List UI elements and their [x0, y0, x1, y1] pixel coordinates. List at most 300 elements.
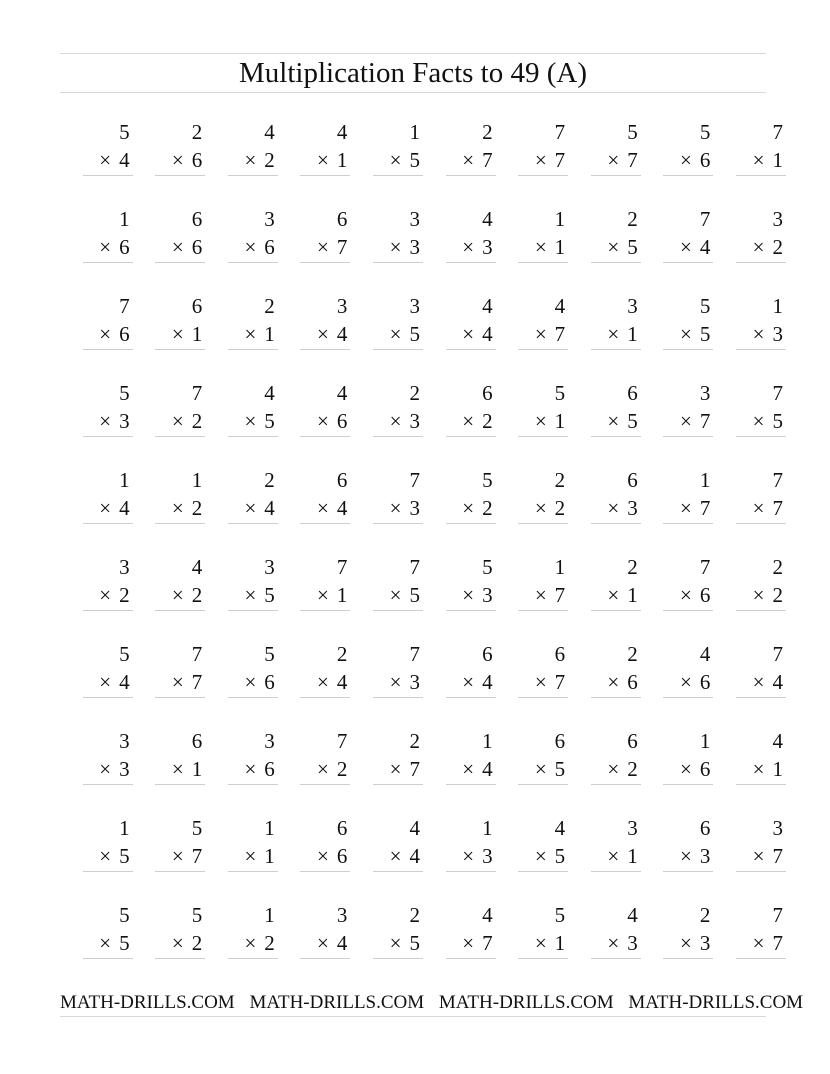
multiplier-line [244, 931, 274, 955]
times-sign: × [99, 322, 112, 346]
times-sign: × [607, 931, 620, 955]
problem-row [60, 810, 783, 897]
problem-row [60, 897, 783, 984]
multiplier: 6 [699, 670, 711, 694]
times-sign: × [680, 235, 692, 259]
multiplier-line [607, 670, 637, 694]
times-sign: × [389, 409, 402, 433]
times-sign: × [389, 844, 402, 868]
problem-row [60, 288, 783, 375]
multiplicand: 3 [264, 729, 275, 753]
problem [641, 636, 714, 723]
multiplicand: 4 [482, 903, 493, 927]
answer-line [228, 349, 278, 350]
answer-line [446, 871, 496, 872]
multiplier-line [390, 496, 420, 520]
multiplier: 2 [772, 235, 783, 259]
multiplier-line [535, 496, 565, 520]
multiplier: 1 [336, 583, 348, 607]
times-sign: × [317, 496, 329, 520]
times-sign: × [99, 496, 112, 520]
multiplier: 7 [482, 931, 493, 955]
multiplicand: 3 [772, 207, 783, 231]
multiplier: 3 [627, 931, 638, 955]
times-sign: × [317, 844, 329, 868]
answer-line [300, 697, 350, 698]
times-sign: × [171, 322, 184, 346]
answer-line [518, 697, 568, 698]
multiplier-line [99, 235, 129, 259]
multiplicand: 6 [336, 468, 348, 492]
times-sign: × [171, 235, 184, 259]
multiplier: 7 [772, 496, 783, 520]
problem [60, 897, 133, 984]
answer-line [446, 610, 496, 611]
multiplier-line [607, 148, 637, 172]
answer-line [228, 523, 278, 524]
multiplicand: 7 [772, 642, 783, 666]
times-sign: × [317, 670, 329, 694]
problem [205, 723, 278, 810]
times-sign: × [317, 409, 329, 433]
times-sign: × [171, 931, 184, 955]
problem [278, 462, 351, 549]
multiplicand: 1 [409, 120, 420, 144]
multiplier-line [535, 148, 565, 172]
multiplier-line [753, 583, 783, 607]
multiplier-line [753, 409, 783, 433]
multiplicand: 2 [409, 729, 420, 753]
times-sign: × [607, 496, 620, 520]
problem [133, 810, 206, 897]
answer-line [591, 349, 641, 350]
multiplicand: 6 [627, 729, 638, 753]
multiplicand: 1 [772, 294, 783, 318]
times-sign: × [607, 322, 620, 346]
problem-row [60, 375, 783, 462]
problem [713, 723, 786, 810]
times-sign: × [244, 496, 257, 520]
answer-line [373, 262, 423, 263]
multiplicand: 4 [336, 381, 348, 405]
multiplicand: 5 [627, 120, 638, 144]
multiplicand: 4 [554, 816, 566, 840]
answer-line [736, 958, 786, 959]
multiplicand: 2 [627, 555, 638, 579]
multiplicand: 4 [482, 294, 493, 318]
problem [350, 114, 423, 201]
answer-line [446, 436, 496, 437]
problem [60, 375, 133, 462]
times-sign: × [462, 844, 475, 868]
times-sign: × [244, 148, 257, 172]
answer-line [155, 610, 205, 611]
multiplier-line [317, 583, 347, 607]
problem [278, 636, 351, 723]
problem [278, 810, 351, 897]
problem [60, 462, 133, 549]
answer-line [155, 871, 205, 872]
multiplier: 2 [264, 148, 275, 172]
problem [641, 201, 714, 288]
multiplier-line [390, 409, 420, 433]
multiplier: 2 [264, 931, 275, 955]
multiplier-line [244, 322, 274, 346]
problem [713, 375, 786, 462]
multiplier: 3 [699, 844, 711, 868]
multiplier: 4 [336, 931, 348, 955]
multiplier: 1 [264, 322, 275, 346]
multiplier-line [680, 757, 710, 781]
multiplier-line [390, 235, 420, 259]
problem [133, 723, 206, 810]
problem [496, 201, 569, 288]
problem [641, 810, 714, 897]
multiplicand: 4 [554, 294, 566, 318]
multiplier-line [172, 670, 202, 694]
times-sign: × [462, 931, 475, 955]
multiplicand: 3 [119, 729, 130, 753]
multiplier-line [462, 583, 492, 607]
multiplicand: 1 [119, 816, 130, 840]
answer-line [83, 175, 133, 176]
multiplier-line [99, 844, 129, 868]
multiplicand: 7 [119, 294, 130, 318]
problem [60, 549, 133, 636]
multiplier-line [317, 757, 347, 781]
multiplier-line [607, 496, 637, 520]
problem [60, 723, 133, 810]
problem [496, 114, 569, 201]
times-sign: × [99, 409, 112, 433]
multiplier: 5 [627, 409, 638, 433]
multiplier-line [317, 409, 347, 433]
problem [133, 897, 206, 984]
times-sign: × [607, 148, 620, 172]
footer-brand: MATH-DRILLS.COM [438, 992, 614, 1013]
problem [496, 897, 569, 984]
problem [641, 549, 714, 636]
multiplier-line [99, 496, 129, 520]
problem [205, 462, 278, 549]
multiplier-line [99, 322, 129, 346]
multiplicand: 6 [699, 816, 711, 840]
multiplier-line [390, 322, 420, 346]
multiplier-line [317, 148, 347, 172]
times-sign: × [462, 670, 475, 694]
problem [278, 549, 351, 636]
problem [205, 288, 278, 375]
answer-line [155, 436, 205, 437]
multiplier: 7 [554, 322, 566, 346]
problem [496, 723, 569, 810]
multiplier: 6 [119, 322, 130, 346]
multiplier-line [462, 757, 492, 781]
problem [713, 636, 786, 723]
problem [641, 375, 714, 462]
problem [713, 549, 786, 636]
multiplier-line [753, 322, 783, 346]
multiplier: 1 [554, 409, 566, 433]
multiplier-line [607, 322, 637, 346]
times-sign: × [534, 931, 547, 955]
answer-line [446, 175, 496, 176]
problem [423, 462, 496, 549]
times-sign: × [680, 322, 692, 346]
multiplier-line [753, 235, 783, 259]
multiplier: 2 [119, 583, 130, 607]
times-sign: × [389, 670, 402, 694]
times-sign: × [244, 583, 257, 607]
multiplier-line [99, 757, 129, 781]
times-sign: × [389, 757, 402, 781]
multiplier-line [535, 931, 565, 955]
times-sign: × [317, 148, 329, 172]
multiplicand: 7 [554, 120, 566, 144]
multiplicand: 1 [119, 207, 130, 231]
problem [496, 549, 569, 636]
problem [568, 201, 641, 288]
problem-row [60, 114, 783, 201]
multiplicand: 7 [409, 642, 420, 666]
multiplier: 1 [191, 757, 203, 781]
answer-line [663, 958, 713, 959]
answer-line [300, 523, 350, 524]
multiplier: 4 [772, 670, 783, 694]
multiplier: 5 [409, 583, 420, 607]
multiplier: 5 [119, 844, 130, 868]
times-sign: × [389, 322, 402, 346]
answer-line [518, 784, 568, 785]
problem-row [60, 636, 783, 723]
times-sign: × [244, 844, 257, 868]
answer-line [300, 784, 350, 785]
answer-line [591, 262, 641, 263]
multiplicand: 4 [482, 207, 493, 231]
multiplier-line [753, 670, 783, 694]
problem [568, 636, 641, 723]
answer-line [736, 262, 786, 263]
multiplier-line [607, 583, 637, 607]
answer-line [228, 958, 278, 959]
multiplicand: 1 [554, 555, 566, 579]
times-sign: × [244, 670, 257, 694]
multiplier: 5 [699, 322, 711, 346]
problem [496, 375, 569, 462]
problem [278, 288, 351, 375]
answer-line [663, 784, 713, 785]
multiplier: 2 [191, 583, 203, 607]
multiplier-line [462, 496, 492, 520]
answer-line [518, 436, 568, 437]
problem [133, 636, 206, 723]
times-sign: × [534, 409, 547, 433]
multiplicand: 1 [191, 468, 203, 492]
multiplier: 1 [627, 844, 638, 868]
problem [641, 462, 714, 549]
times-sign: × [680, 409, 692, 433]
answer-line [591, 958, 641, 959]
problem [641, 114, 714, 201]
multiplier-line [607, 409, 637, 433]
multiplier: 3 [482, 583, 493, 607]
multiplier: 3 [409, 235, 420, 259]
multiplier: 4 [482, 670, 493, 694]
multiplier: 3 [482, 844, 493, 868]
answer-line [83, 958, 133, 959]
multiplier-line [462, 235, 492, 259]
multiplier-line [172, 844, 202, 868]
problem [713, 897, 786, 984]
multiplicand: 3 [772, 816, 783, 840]
answer-line [591, 871, 641, 872]
answer-line [591, 784, 641, 785]
multiplier-line [607, 931, 637, 955]
times-sign: × [534, 583, 547, 607]
times-sign: × [534, 670, 547, 694]
times-sign: × [99, 583, 112, 607]
multiplicand: 5 [554, 381, 566, 405]
answer-line [373, 697, 423, 698]
answer-line [663, 436, 713, 437]
multiplicand: 2 [482, 120, 493, 144]
times-sign: × [171, 409, 184, 433]
problem [205, 636, 278, 723]
problem-row [60, 462, 783, 549]
times-sign: × [389, 583, 402, 607]
multiplier-line [244, 670, 274, 694]
multiplier-line [244, 148, 274, 172]
multiplicand: 7 [336, 729, 348, 753]
multiplicand: 3 [627, 294, 638, 318]
footer-brand: MATH-DRILLS.COM [628, 992, 804, 1013]
times-sign: × [244, 235, 257, 259]
times-sign: × [607, 583, 620, 607]
multiplicand: 2 [264, 468, 275, 492]
times-sign: × [680, 670, 692, 694]
multiplicand: 1 [264, 903, 275, 927]
answer-line [591, 175, 641, 176]
multiplicand: 6 [627, 468, 638, 492]
multiplier-line [753, 757, 783, 781]
multiplier-line [99, 409, 129, 433]
answer-line [591, 610, 641, 611]
multiplicand: 3 [264, 207, 275, 231]
multiplier-line [607, 235, 637, 259]
multiplier-line [535, 235, 565, 259]
problem [205, 810, 278, 897]
problem [568, 897, 641, 984]
answer-line [446, 784, 496, 785]
times-sign: × [244, 409, 257, 433]
answer-line [736, 871, 786, 872]
times-sign: × [171, 496, 184, 520]
times-sign: × [680, 757, 692, 781]
times-sign: × [317, 322, 329, 346]
multiplicand: 2 [554, 468, 566, 492]
multiplier-line [535, 670, 565, 694]
problem [350, 375, 423, 462]
multiplier: 2 [336, 757, 348, 781]
multiplier-line [680, 322, 710, 346]
multiplicand: 4 [336, 120, 348, 144]
multiplier: 1 [772, 757, 783, 781]
multiplicand: 1 [119, 468, 130, 492]
times-sign: × [462, 322, 475, 346]
answer-line [373, 871, 423, 872]
times-sign: × [99, 757, 112, 781]
multiplicand: 2 [264, 294, 275, 318]
multiplier: 1 [264, 844, 275, 868]
multiplier-line [317, 670, 347, 694]
multiplier: 2 [554, 496, 566, 520]
answer-line [736, 175, 786, 176]
multiplicand: 3 [409, 207, 420, 231]
multiplicand: 6 [336, 207, 348, 231]
multiplier-line [680, 670, 710, 694]
problem-row [60, 549, 783, 636]
multiplier: 3 [482, 235, 493, 259]
times-sign: × [389, 931, 402, 955]
multiplier: 1 [336, 148, 348, 172]
multiplier: 4 [336, 322, 348, 346]
times-sign: × [680, 844, 692, 868]
multiplicand: 6 [554, 729, 566, 753]
multiplier-line [99, 583, 129, 607]
problem [496, 462, 569, 549]
problem [205, 375, 278, 462]
problem [496, 636, 569, 723]
multiplier-line [462, 844, 492, 868]
multiplier-line [462, 322, 492, 346]
multiplier-line [390, 757, 420, 781]
multiplier: 6 [119, 235, 130, 259]
multiplier-line [172, 409, 202, 433]
times-sign: × [534, 844, 547, 868]
multiplier-line [535, 844, 565, 868]
multiplicand: 2 [627, 207, 638, 231]
problem [350, 288, 423, 375]
multiplicand: 7 [191, 642, 203, 666]
times-sign: × [317, 583, 329, 607]
times-sign: × [752, 409, 765, 433]
multiplicand: 1 [264, 816, 275, 840]
answer-line [228, 871, 278, 872]
multiplier-line [172, 931, 202, 955]
answer-line [663, 697, 713, 698]
answer-line [736, 436, 786, 437]
problem [60, 636, 133, 723]
multiplicand: 6 [482, 642, 493, 666]
multiplier: 7 [699, 496, 711, 520]
times-sign: × [607, 409, 620, 433]
times-sign: × [752, 844, 765, 868]
multiplicand: 1 [554, 207, 566, 231]
multiplier: 4 [699, 235, 711, 259]
problem [641, 288, 714, 375]
answer-line [373, 610, 423, 611]
multiplicand: 4 [627, 903, 638, 927]
multiplicand: 6 [191, 207, 203, 231]
problem [568, 810, 641, 897]
answer-line [518, 871, 568, 872]
multiplier: 3 [772, 322, 783, 346]
multiplier: 4 [482, 757, 493, 781]
multiplier-line [172, 757, 202, 781]
times-sign: × [607, 757, 620, 781]
problem [568, 723, 641, 810]
problem [713, 462, 786, 549]
